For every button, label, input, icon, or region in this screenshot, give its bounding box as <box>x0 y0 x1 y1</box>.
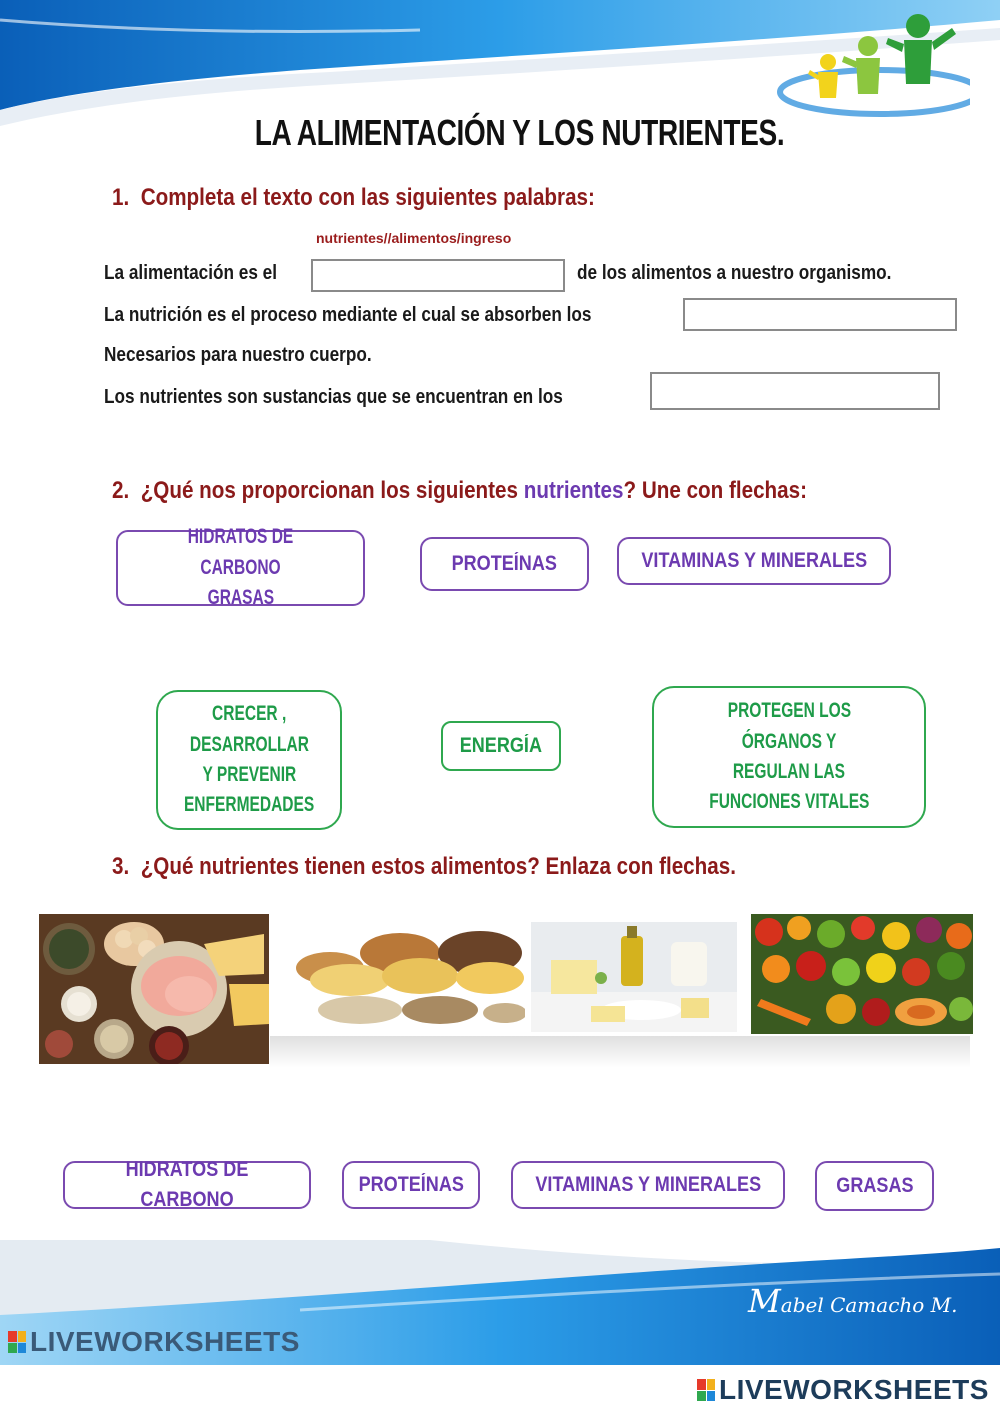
growth-line1: CRECER , <box>211 702 287 726</box>
growth-line3: Y PREVENIR <box>202 763 296 786</box>
section1-heading-text: Completa el texto con las siguientes palabras: <box>140 184 595 211</box>
protect-line1: PROTEGEN LOS <box>727 699 851 723</box>
liveworksheets-watermark-inner <box>8 1326 300 1358</box>
nutrient-box-carbs-fats[interactable] <box>116 525 365 610</box>
answer-field-3[interactable] <box>650 372 940 410</box>
signature-rest: abel Camacho M. <box>780 1293 958 1317</box>
section3-number: 3. <box>112 853 130 880</box>
answer-field-2[interactable] <box>683 298 957 331</box>
image-reflection <box>270 1036 970 1068</box>
liveworksheets-logo-icon <box>697 1379 715 1401</box>
answer-box-vitamins[interactable] <box>511 1161 785 1209</box>
function-box-protect[interactable] <box>652 686 926 828</box>
section2-heading-highlight: nutrientes <box>523 477 624 504</box>
liveworksheets-logo[interactable] <box>697 1374 989 1406</box>
section3-heading-text: ¿Qué nutrientes tienen estos alimentos? Enlaza con flechas. <box>140 853 736 880</box>
carbs-label: HIDRATOS DE CARBONO <box>187 525 294 579</box>
answer-box-carbs[interactable] <box>63 1157 311 1211</box>
protect-line3: REGULAN LAS <box>732 760 846 783</box>
liveworksheets-text-inner: LIVEWORKSHEETS <box>30 1326 300 1357</box>
sentence1-end: de los alimentos a nuestro organismo. <box>577 262 892 284</box>
growth-line4: ENFERMEDADES <box>183 793 315 817</box>
section2-number: 2. <box>112 477 130 504</box>
protein-foods-image <box>39 914 269 1064</box>
answer-vitamins-label: VITAMINAS Y MINERALES <box>535 1172 761 1196</box>
answer-carbs-label: HIDRATOS DE CARBONO <box>125 1157 249 1211</box>
fats-label: GRASAS <box>207 586 274 610</box>
nutrient-box-proteins[interactable] <box>420 537 589 591</box>
section1-number: 1. <box>112 184 130 211</box>
section2-heading <box>112 477 807 505</box>
growth-line2: DESARROLLAR <box>189 732 309 756</box>
answer-box-proteins[interactable] <box>342 1161 480 1209</box>
sentence3: Necesarios para nuestro cuerpo. <box>104 344 372 366</box>
section2-heading-b: ? Une con flechas: <box>623 477 808 504</box>
protect-line4: FUNCIONES VITALES <box>708 790 870 814</box>
answer-box-fats[interactable] <box>815 1161 934 1211</box>
signature-initial: M <box>748 1282 781 1320</box>
proteins-label: PROTEÍNAS <box>451 551 558 575</box>
answer-field-1[interactable] <box>311 259 565 292</box>
sentence2: La nutrición es el proceso mediante el cual se absorben los <box>104 304 592 326</box>
fruits-vegetables-image <box>751 914 973 1034</box>
liveworksheets-mark-icon <box>8 1331 26 1353</box>
sentence4: Los nutrientes son sustancias que se encuentran en los <box>104 386 563 408</box>
carbohydrate-foods-image <box>290 918 525 1032</box>
vitamins-label: VITAMINAS Y MINERALES <box>641 548 867 572</box>
word-bank: nutrientes//alimentos/ingreso <box>316 230 512 246</box>
energy-label: ENERGÍA <box>459 733 543 757</box>
function-box-growth[interactable] <box>156 690 342 830</box>
page-title: LA ALIMENTACIÓN Y LOS NUTRIENTES. <box>254 112 785 153</box>
answer-proteins-label: PROTEÍNAS <box>358 1172 464 1196</box>
nutrient-box-vitamins[interactable] <box>617 537 891 585</box>
function-box-energy[interactable] <box>441 721 561 771</box>
section1-heading <box>112 184 595 212</box>
section2-heading-a: ¿Qué nos proporcionan los siguientes <box>140 477 524 504</box>
liveworksheets-text: LIVEWORKSHEETS <box>719 1374 989 1405</box>
section3-heading <box>112 853 736 881</box>
protect-line2: ÓRGANOS Y <box>741 729 837 753</box>
author-signature <box>748 1282 958 1320</box>
fat-foods-image <box>531 922 737 1032</box>
sentence1-start: La alimentación es el <box>104 262 278 284</box>
answer-fats-label: GRASAS <box>835 1173 914 1197</box>
